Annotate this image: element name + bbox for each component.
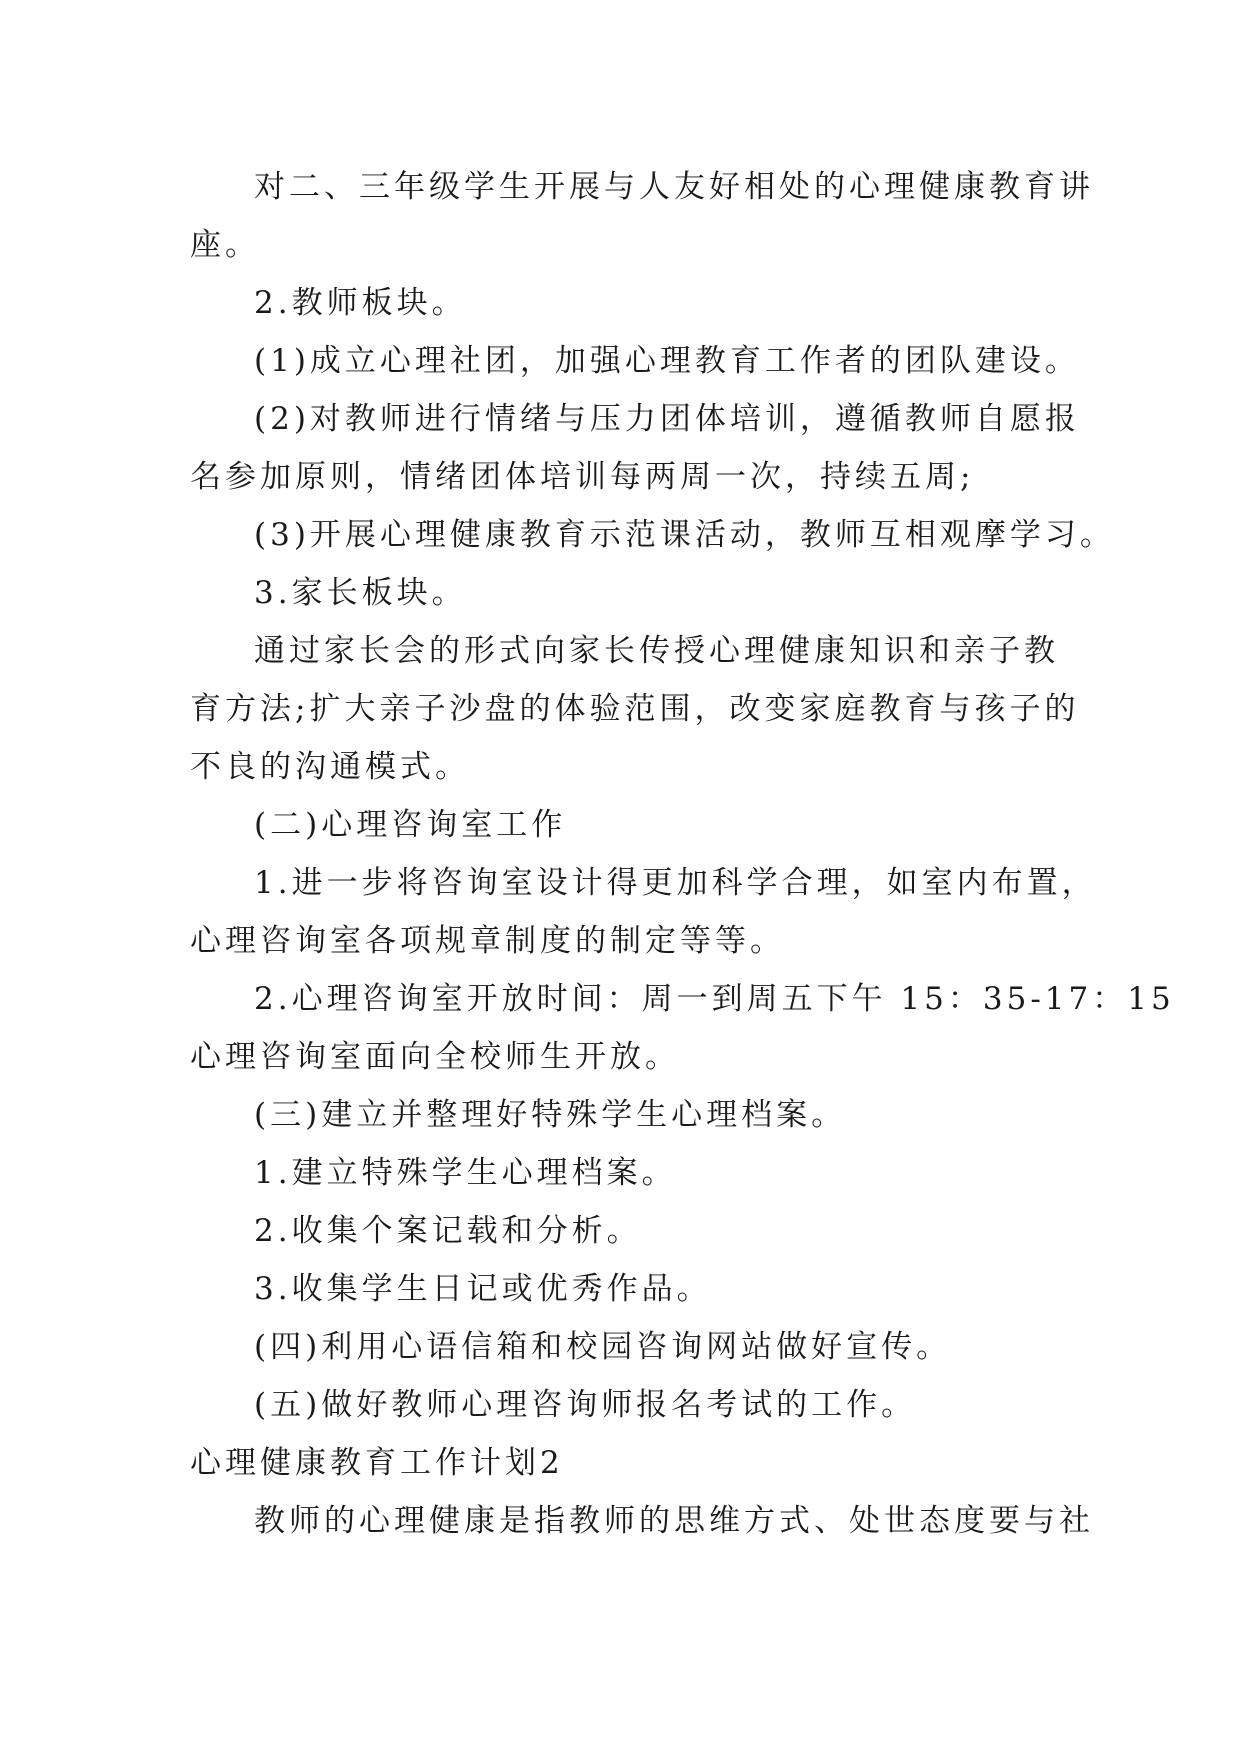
list-item: 1.进一步将咨询室设计得更加科学合理，如室内布置， bbox=[254, 865, 1097, 901]
document-body bbox=[190, 158, 1175, 1550]
paragraph-line: 座。 bbox=[190, 227, 260, 263]
section-heading: (三)建立并整理好特殊学生心理档案。 bbox=[254, 1097, 847, 1133]
section-heading: (二)心理咨询室工作 bbox=[254, 807, 567, 843]
list-item: (2)对教师进行情绪与压力团体培训，遵循教师自愿报 bbox=[254, 401, 1080, 437]
list-item-continuation: 心理咨询室面向全校师生开放。 bbox=[190, 1039, 680, 1075]
section-heading: (五)做好教师心理咨询师报名考试的工作。 bbox=[254, 1387, 917, 1423]
list-item-continuation: 心理咨询室各项规章制度的制定等等。 bbox=[190, 923, 785, 959]
list-item-continuation: 名参加原则，情绪团体培训每两周一次，持续五周; bbox=[190, 459, 975, 495]
list-item: 2.收集个案记载和分析。 bbox=[254, 1213, 642, 1249]
paragraph-line: 育方法;扩大亲子沙盘的体验范围，改变家庭教育与孩子的 bbox=[190, 691, 1080, 727]
section-heading: (四)利用心语信箱和校园咨询网站做好宣传。 bbox=[254, 1329, 952, 1365]
paragraph-line: 教师的心理健康是指教师的思维方式、处世态度要与社 bbox=[254, 1503, 1094, 1539]
list-item: (1)成立心理社团，加强心理教育工作者的团队建设。 bbox=[254, 343, 1080, 379]
paragraph-line: 不良的沟通模式。 bbox=[190, 749, 470, 785]
list-item: 2.心理咨询室开放时间：周一到周五下午 15：35-17：15 bbox=[254, 981, 1175, 1017]
paragraph-line: 通过家长会的形式向家长传授心理健康知识和亲子教 bbox=[254, 633, 1059, 669]
list-item: 3.收集学生日记或优秀作品。 bbox=[254, 1271, 712, 1307]
paragraph-line: 对二、三年级学生开展与人友好相处的心理健康教育讲 bbox=[254, 169, 1094, 205]
section-heading: 2.教师板块。 bbox=[254, 285, 467, 321]
list-item: 1.建立特殊学生心理档案。 bbox=[254, 1155, 677, 1191]
document-title: 心理健康教育工作计划2 bbox=[190, 1445, 564, 1481]
list-item: (3)开展心理健康教育示范课活动，教师互相观摩学习。 bbox=[254, 517, 1115, 553]
section-heading: 3.家长板块。 bbox=[254, 575, 467, 611]
